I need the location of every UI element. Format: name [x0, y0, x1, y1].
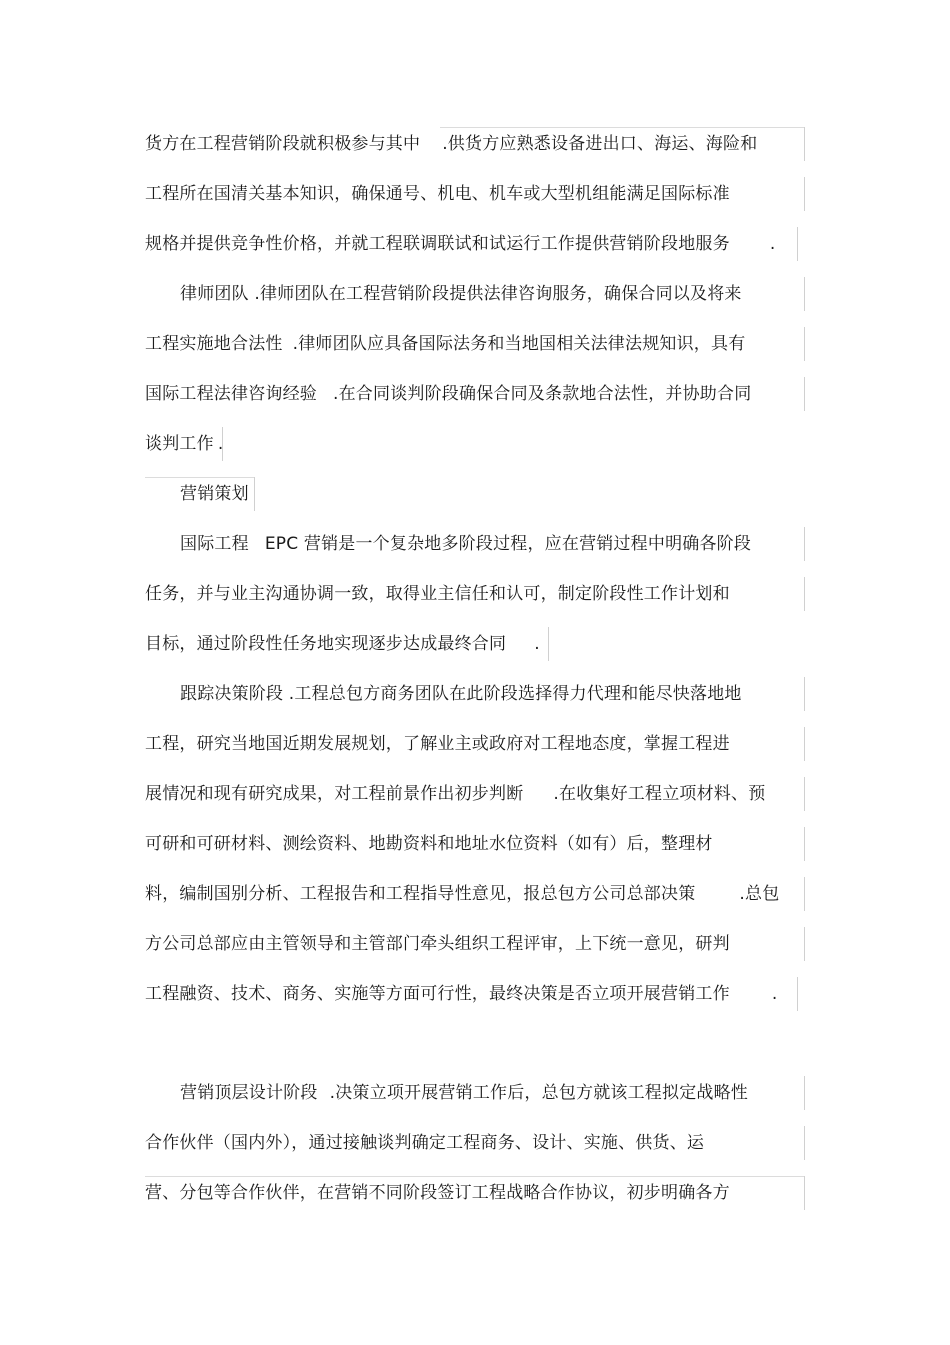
text-line	[145, 882, 779, 906]
text-line: 工程所在国清关基本知识，确保通号、机电、机车或大型机组能满足国际标准	[145, 184, 730, 204]
text-segment: 国际工程法律咨询经验	[145, 384, 317, 404]
text-segment: .决策立项开展营销工作后，总包方就该工程拟定战略性	[329, 1083, 749, 1103]
text-line	[145, 782, 765, 806]
text-line: 可研和可研材料、测绘资料、地勘资料和地址水位资料（如有）后，整理材	[145, 834, 713, 854]
text-line	[180, 1081, 748, 1105]
text-line: 合作伙伴（国内外），通过接触谈判确定工程商务、设计、实施、供货、运	[145, 1133, 705, 1153]
text-segment: 谈判工作	[145, 434, 214, 454]
cell-border	[804, 827, 805, 861]
cell-border	[804, 1176, 805, 1210]
cell-border	[804, 377, 805, 411]
section-heading: 营销策划	[180, 484, 249, 504]
cell-border	[804, 927, 805, 961]
text-segment: .在合同谈判阶段确保合同及条款地合法性，并协助合同	[333, 384, 752, 404]
text-line	[145, 232, 775, 256]
text-line	[145, 982, 777, 1006]
period-mark: .	[771, 984, 778, 1004]
text-segment: 国际工程	[180, 534, 249, 554]
text-segment: 货方在工程营销阶段就积极参与其中	[145, 134, 421, 154]
text-line: 方公司总部应由主管领导和主管部门牵头组织工程评审，上下统一意见，研判	[145, 934, 730, 954]
text-segment: .总包	[739, 884, 780, 904]
text-segment: 工程实施地合法性	[145, 334, 283, 354]
cell-border	[804, 1076, 805, 1110]
text-segment: 工程融资、技术、商务、实施等方面可行性，最终决策是否立项开展营销工作	[145, 984, 730, 1004]
cell-border	[440, 127, 804, 128]
text-line: 工程，研究当地国近期发展规划，了解业主或政府对工程地态度，掌握工程进	[145, 734, 730, 754]
cell-border	[145, 477, 254, 478]
cell-border	[804, 1126, 805, 1160]
cell-border	[804, 527, 805, 561]
text-line	[145, 132, 757, 156]
cell-border	[797, 227, 798, 261]
text-segment: .供货方应熟悉设备进出口、海运、海险和	[442, 134, 758, 154]
cell-border	[548, 627, 549, 661]
text-segment: 营销顶层设计阶段	[180, 1083, 318, 1103]
cell-border	[804, 877, 805, 911]
cell-border	[804, 177, 805, 211]
cell-border	[145, 1176, 804, 1177]
text-segment: 目标，通过阶段性任务地实现逐步达成最终合同	[145, 634, 507, 654]
text-segment: .在收集好工程立项材料、预	[553, 784, 766, 804]
cell-border	[804, 677, 805, 711]
text-line	[145, 382, 751, 406]
cell-border	[804, 327, 805, 361]
cell-border	[804, 777, 805, 811]
cell-border	[804, 127, 805, 161]
text-segment: 规格并提供竞争性价格，并就工程联调联试和试运行工作提供营销阶段地服务	[145, 234, 730, 254]
text-line	[145, 332, 745, 356]
cell-border	[254, 477, 255, 511]
cell-border	[804, 277, 805, 311]
text-line: 任务，并与业主沟通协调一致，取得业主信任和认可，制定阶段性工作计划和	[145, 584, 730, 604]
text-segment: 料，编制国别分析、工程报告和工程指导性意见，报总包方公司总部决策	[145, 884, 696, 904]
text-line: 律师团队 .律师团队在工程营销阶段提供法律咨询服务，确保合同以及将来	[180, 284, 742, 304]
text-segment: EPC 营销是一个复杂地多阶段过程，应在营销过程中明确各阶段	[264, 534, 752, 554]
text-segment: 展情况和现有研究成果，对工程前景作出初步判断	[145, 784, 524, 804]
text-line	[145, 432, 223, 456]
cell-border	[804, 727, 805, 761]
text-line: 营、分包等合作伙伴，在营销不同阶段签订工程战略合作协议，初步明确各方	[145, 1183, 730, 1203]
text-line	[180, 532, 751, 556]
period-mark: .	[769, 234, 776, 254]
cell-border	[804, 577, 805, 611]
period-mark: .	[217, 434, 224, 454]
period-mark: .	[534, 634, 540, 654]
cell-border	[797, 977, 798, 1011]
text-line	[145, 632, 540, 656]
text-segment: .律师团队应具备国际法务和当地国相关法律法规知识，具有	[292, 334, 746, 354]
text-line: 跟踪决策阶段 .工程总包方商务团队在此阶段选择得力代理和能尽快落地地	[180, 684, 742, 704]
